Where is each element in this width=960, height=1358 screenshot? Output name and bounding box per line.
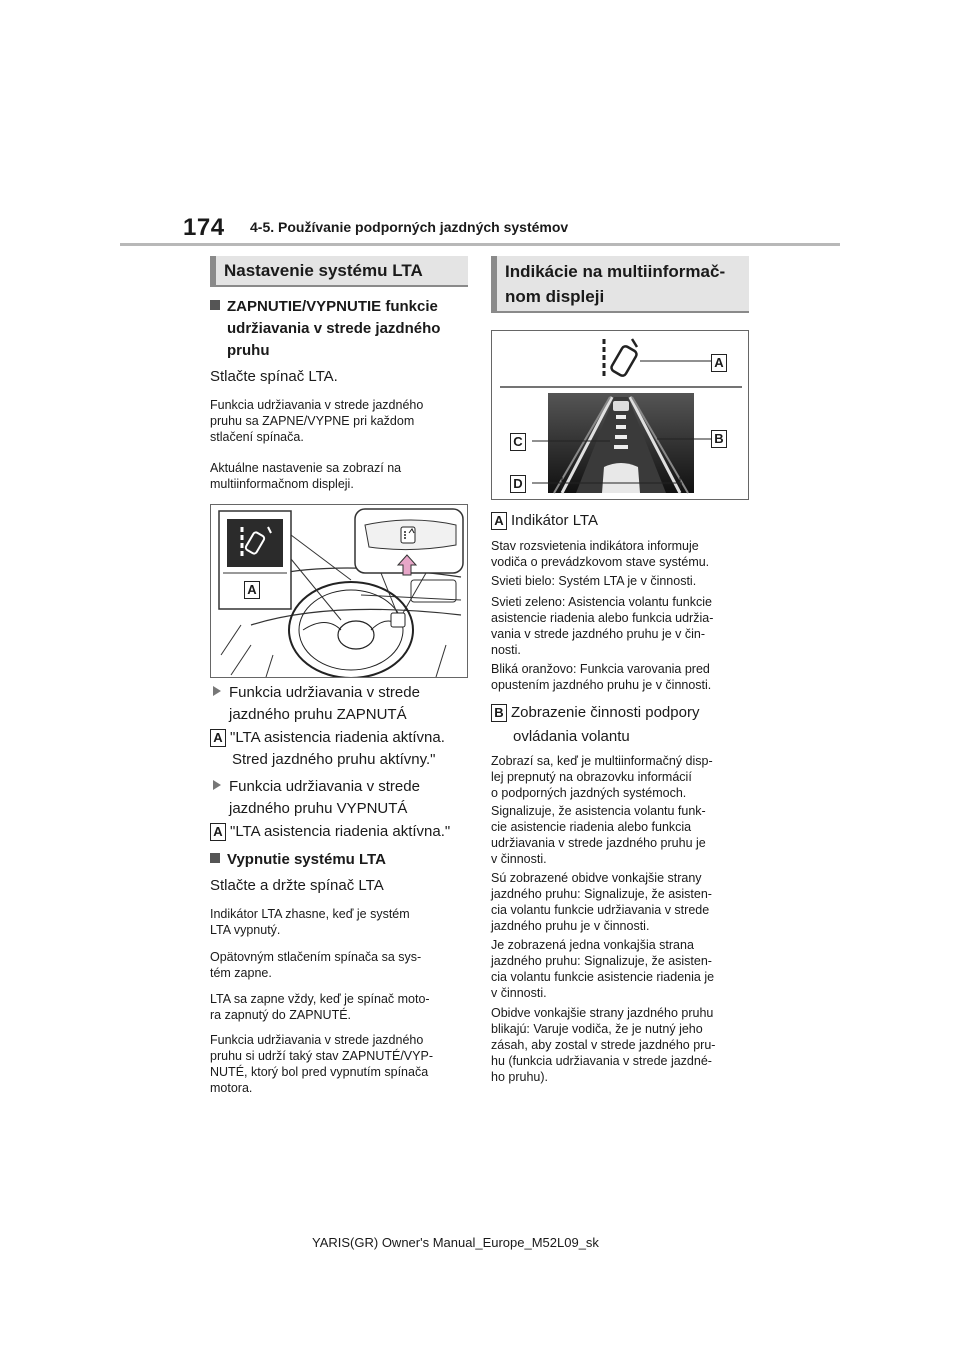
item-title: ovládania volantu <box>513 728 630 745</box>
state-off-heading <box>213 776 473 820</box>
bullet-square-icon <box>210 300 220 310</box>
item-title: Zobrazenie činnosti podpory <box>511 704 700 721</box>
paragraph-line: hu (funkcia udržiavania v strede jazdné- <box>491 1054 712 1068</box>
callout-label: C <box>510 433 526 451</box>
paragraph-line: jazdného pruhu je v činnosti. <box>491 919 650 933</box>
state-line: jazdného pruhu VYPNUTÁ <box>229 800 408 817</box>
paragraph-line: tém zapne. <box>210 966 272 980</box>
item-a-paragraph-green <box>491 594 753 658</box>
paragraph-line: Aktuálne nastavenie sa zobrazí na <box>210 461 402 475</box>
paragraph-line: stlačení spínača. <box>210 430 304 444</box>
item-b-paragraph-both-sides <box>491 870 753 934</box>
paragraph-line: NUTÉ, ktorý bol pred vypnutím spínača <box>210 1065 429 1079</box>
paragraph-line: Sú zobrazené obidve vonkajšie strany <box>491 871 702 885</box>
subsection-title-line: udržiavania v strede jazdného <box>227 320 441 337</box>
figure-callout-a <box>244 581 264 599</box>
paragraph-line: vodiča o prevádzkovom stave systému. <box>491 555 710 569</box>
section-title-mid-indications <box>491 256 749 313</box>
message-line: "LTA asistencia riadenia aktívna. <box>230 729 445 746</box>
state-line: Funkcia udržiavania v strede <box>229 684 420 701</box>
message-line: "LTA asistencia riadenia aktívna." <box>230 823 451 840</box>
paragraph-line: nosti. <box>491 643 521 657</box>
paragraph-line: cie asistencie riadenia alebo funkcia <box>491 820 692 834</box>
paragraph-line: ho pruhu). <box>491 1070 548 1084</box>
figure-dashboard-lta-switch <box>210 504 468 678</box>
paragraph-line: Stav rozsvietenia indikátora informuje <box>491 539 699 553</box>
paragraph-line: jazdného pruhu: Signalizuje, že asisten- <box>491 887 712 901</box>
paragraph-line: Funkcia udržiavania v strede jazdného <box>210 398 424 412</box>
paragraph-line: Zobrazí sa, keď je multiinformačný disp- <box>491 754 713 768</box>
section-title-text: Indikácie na multiinformač- <box>505 262 726 281</box>
paragraph-line: Je zobrazená jedna vonkajšia strana <box>491 938 694 952</box>
message-line: Stred jazdného pruhu aktívny." <box>232 751 436 768</box>
figure-mid-display <box>491 330 749 500</box>
item-b-paragraph-one-side <box>491 937 753 1001</box>
figure-callout-b <box>711 430 731 448</box>
paragraph-line: Signalizuje, že asistencia volantu funk- <box>491 804 706 818</box>
bullet-square-icon <box>210 853 220 863</box>
paragraph-auto-on <box>210 991 472 1023</box>
paragraph-line: cia volantu funkcie udržiavania v strede <box>491 903 710 917</box>
paragraph-line: LTA vypnutý. <box>210 923 281 937</box>
paragraph-line: LTA sa zapne vždy, keď je spínač moto- <box>210 992 430 1006</box>
paragraph-line: Svieti bielo: Systém LTA je v činnosti. <box>491 574 697 588</box>
paragraph-line: asistencie riadenia alebo funkcia udržia- <box>491 611 714 625</box>
subsection-heading-toggle <box>210 296 470 362</box>
subsection-heading-disable <box>210 849 386 871</box>
section-title-system-settings <box>210 256 468 287</box>
paragraph-toggle-behavior <box>210 397 470 445</box>
paragraph-line: jazdného pruhu: Signalizuje, že asisten- <box>491 954 712 968</box>
paragraph-line: vania v strede jazdného pruhu je v čin- <box>491 627 706 641</box>
paragraph-line: opustením jazdného pruhu je v činnosti. <box>491 678 712 692</box>
section-title-text: Nastavenie systému LTA <box>224 261 423 280</box>
callout-badge: A <box>491 512 507 530</box>
callout-label: A <box>711 354 727 372</box>
item-a-paragraph-status <box>491 538 753 570</box>
item-b-paragraph-blinking <box>491 1005 753 1085</box>
paragraph-current-setting <box>210 460 470 492</box>
item-b-paragraph-signals <box>491 803 753 867</box>
paragraph-line: Bliká oranžovo: Funkcia varovania pred <box>491 662 710 676</box>
callout-badge: A <box>210 823 226 841</box>
item-b-heading <box>491 702 753 748</box>
paragraph-line: blikajú: Varuje vodiča, že je nutný jeho <box>491 1022 703 1036</box>
paragraph-line: multiinformačnom displeji. <box>210 477 354 491</box>
paragraph-reactivate <box>210 949 472 981</box>
paragraph-line: o podporných jazdných systémoch. <box>491 786 687 800</box>
paragraph-line: Opätovným stlačením spínača sa sys- <box>210 950 422 964</box>
footer-manual-id: YARIS(GR) Owner's Manual_Europe_M52L09_sk <box>312 1235 599 1250</box>
page-number: 174 <box>183 214 225 241</box>
header-divider <box>120 243 840 246</box>
chapter-title: 4-5. Používanie podporných jazdných systémov <box>250 219 569 235</box>
paragraph-line: pruhu si udrží taký stav ZAPNUTÉ/VYP- <box>210 1049 433 1063</box>
item-a-paragraph-orange <box>491 661 753 693</box>
callout-label: A <box>244 581 260 599</box>
paragraph-remember-state <box>210 1032 472 1096</box>
paragraph-line: pruhu sa ZAPNE/VYPNE pri každom <box>210 414 415 428</box>
paragraph-line: v činnosti. <box>491 986 547 1000</box>
paragraph-line: cia volantu funkcie asistencie riadenia je <box>491 970 715 984</box>
paragraph-indicator-off <box>210 906 472 938</box>
mid-display-illustration <box>492 331 748 499</box>
callout-badge: A <box>210 729 226 747</box>
paragraph-line: v činnosti. <box>491 852 547 866</box>
instruction-text: Stlačte spínač LTA. <box>210 368 338 385</box>
paragraph-line: lej prepnutý na obrazovku informácií <box>491 770 692 784</box>
arrow-right-icon <box>213 780 221 790</box>
state-line: Funkcia udržiavania v strede <box>229 778 420 795</box>
paragraph-line: zásah, aby zostal v strede jazdného pru- <box>491 1038 716 1052</box>
item-title: Indikátor LTA <box>511 512 598 529</box>
item-a-paragraph-white <box>491 573 753 589</box>
paragraph-line: Indikátor LTA zhasne, keď je systém <box>210 907 410 921</box>
paragraph-line: motora. <box>210 1081 253 1095</box>
state-on-heading <box>213 682 473 726</box>
item-b-paragraph-shown <box>491 753 753 801</box>
item-a-heading <box>491 510 598 532</box>
state-on-message <box>210 727 472 771</box>
paragraph-line: Obidve vonkajšie strany jazdného pruhu <box>491 1006 714 1020</box>
subsection-title-line: Vypnutie systému LTA <box>227 851 386 868</box>
section-title-text: nom displeji <box>505 287 605 306</box>
paragraph-line: Funkcia udržiavania v strede jazdného <box>210 1033 424 1047</box>
subsection-title-line: pruhu <box>227 342 270 359</box>
callout-label: D <box>510 475 526 493</box>
paragraph-line: ra zapnutý do ZAPNUTÉ. <box>210 1008 352 1022</box>
subsection-title-line: ZAPNUTIE/VYPNUTIE funkcie <box>227 298 438 315</box>
paragraph-line: Svieti zeleno: Asistencia volantu funkcie <box>491 595 712 609</box>
callout-label: B <box>711 430 727 448</box>
state-off-message <box>210 821 472 843</box>
state-line: jazdného pruhu ZAPNUTÁ <box>229 706 407 723</box>
figure-callout-d <box>510 475 530 493</box>
instruction-text: Stlačte a držte spínač LTA <box>210 877 384 894</box>
figure-callout-c <box>510 433 530 451</box>
callout-badge: B <box>491 704 507 722</box>
paragraph-line: udržiavania v strede jazdného pruhu je <box>491 836 706 850</box>
arrow-right-icon <box>213 686 221 696</box>
figure-callout-a <box>711 354 731 372</box>
